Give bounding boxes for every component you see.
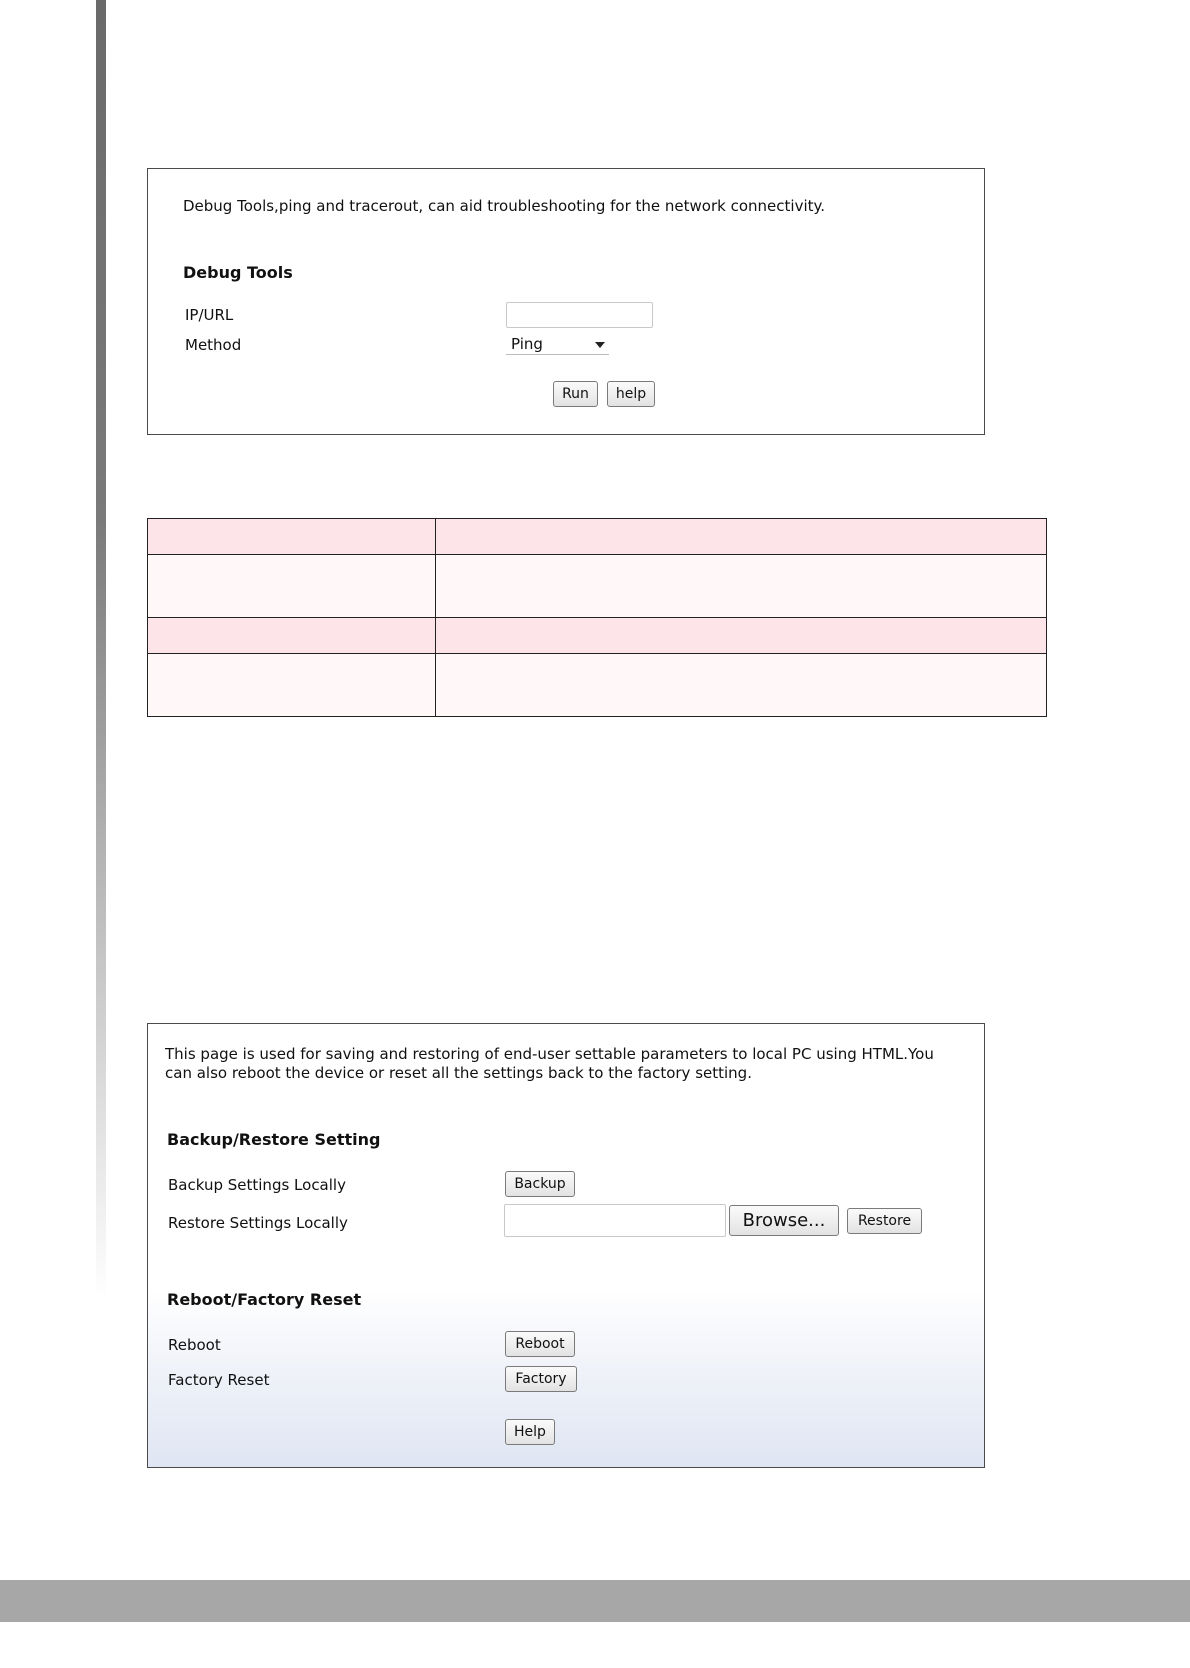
factory-button[interactable]: Factory	[505, 1366, 577, 1392]
reboot-button[interactable]: Reboot	[505, 1331, 575, 1357]
table-row	[148, 519, 1047, 555]
backup-restore-panel	[147, 1023, 985, 1468]
restore-settings-label: Restore Settings Locally	[168, 1214, 348, 1232]
help-button[interactable]: Help	[505, 1419, 555, 1445]
ip-url-input[interactable]	[506, 302, 653, 328]
debug-description: Debug Tools,ping and tracerout, can aid troubleshooting for the network connectivity.	[183, 197, 826, 215]
method-select[interactable]	[506, 333, 609, 355]
debug-tools-panel	[147, 168, 985, 435]
footer-bar	[0, 1580, 1190, 1622]
backup-restore-heading: Backup/Restore Setting	[167, 1130, 381, 1149]
table-row	[148, 654, 1047, 717]
debug-tools-heading: Debug Tools	[183, 263, 293, 282]
table-row	[148, 555, 1047, 618]
ip-url-label: IP/URL	[185, 306, 234, 324]
backup-settings-label: Backup Settings Locally	[168, 1176, 346, 1194]
page-side-rule	[96, 0, 106, 1300]
info-table	[147, 518, 1047, 717]
browse-button[interactable]: Browse...	[729, 1205, 839, 1236]
restore-button[interactable]: Restore	[847, 1208, 922, 1234]
method-label: Method	[185, 336, 242, 354]
backup-description: This page is used for saving and restoring of end-user settable parameters to local PC using HTML.You can also reboot the device or reset all the settings back to the factory setting.	[165, 1045, 934, 1082]
factory-reset-label: Factory Reset	[168, 1371, 270, 1389]
table-row	[148, 618, 1047, 654]
method-select-value: Ping	[511, 334, 543, 353]
chevron-down-icon	[595, 342, 605, 348]
restore-file-input[interactable]	[504, 1204, 726, 1237]
reboot-reset-heading: Reboot/Factory Reset	[167, 1290, 362, 1309]
run-button[interactable]: Run	[553, 381, 598, 407]
help-button[interactable]: help	[607, 381, 655, 407]
reboot-label: Reboot	[168, 1336, 221, 1354]
backup-button[interactable]: Backup	[505, 1171, 575, 1197]
